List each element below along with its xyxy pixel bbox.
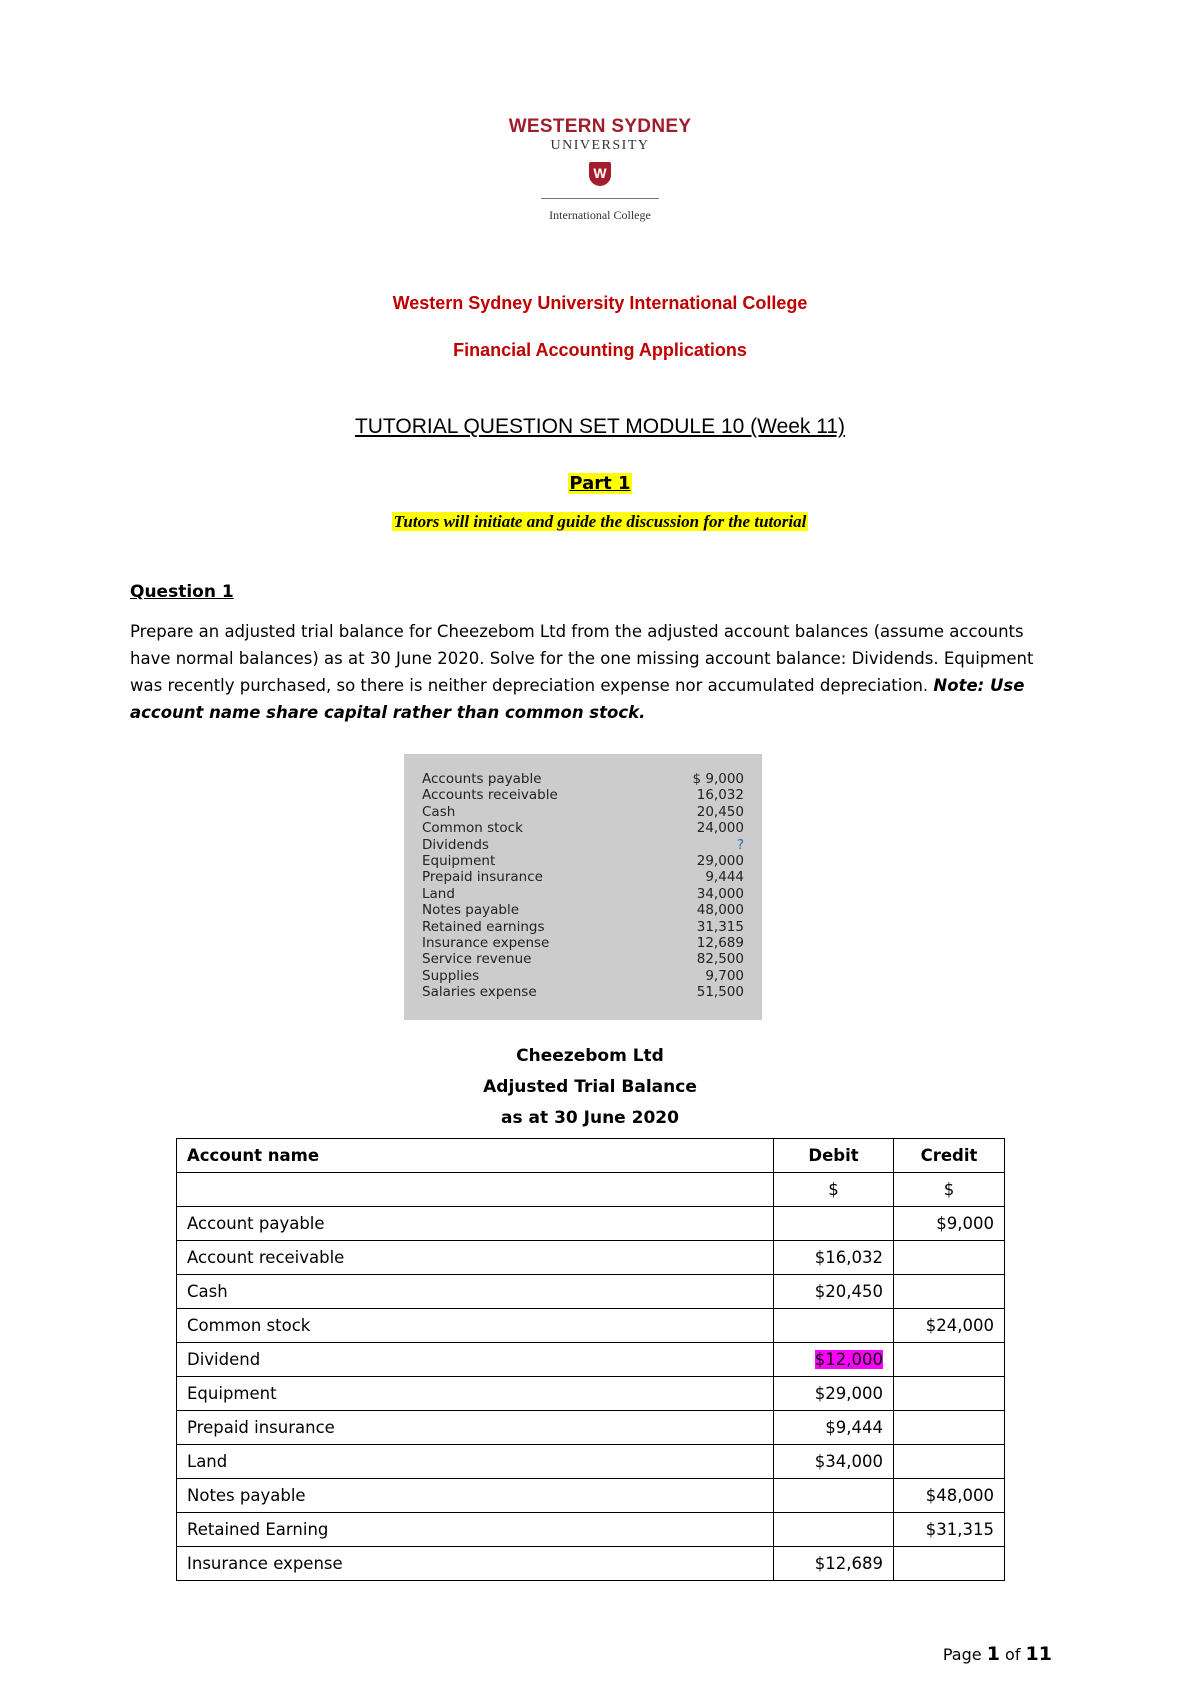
table-row [177,1411,1005,1445]
given-account-name: Common stock [422,820,523,837]
table-row [177,1275,1005,1309]
given-account-amount: $ 9,000 [692,771,744,787]
account-cell: Notes payable [177,1479,774,1513]
debit-value: $12,689 [814,1554,883,1573]
given-balance-row [422,837,744,854]
given-account-amount: 34,000 [696,885,744,902]
debit-cell [774,1445,894,1479]
given-account-amount: 16,032 [696,787,744,804]
header-debit: Debit [774,1139,894,1173]
given-balance-row [422,935,744,952]
given-balance-row [422,951,744,968]
question-note: Note: Use account name share capital rather than common stock. [130,676,1025,722]
unit-debit: $ [774,1173,894,1207]
given-account-amount: 51,500 [696,984,744,1001]
given-balance-row [422,804,744,821]
table-row [177,1309,1005,1343]
tb-title: Adjusted Trial Balance [483,1077,697,1097]
given-account-amount: 82,500 [696,951,744,968]
institution-heading: Western Sydney University International College [392,293,808,313]
debit-value: $12,000 [814,1350,883,1369]
given-account-name: Accounts payable [422,771,542,787]
table-row [177,1479,1005,1513]
debit-value: $34,000 [814,1452,883,1471]
given-balance-row [422,820,744,837]
trial-balance-table [176,1138,1005,1581]
logo-brand: WESTERN SYDNEY [508,116,692,137]
given-account-name: Salaries expense [422,984,537,1001]
credit-cell [894,1275,1005,1309]
account-cell: Prepaid insurance [177,1411,774,1445]
given-balances-box [404,754,762,1020]
given-account-amount: ? [736,836,744,853]
credit-cell [894,1377,1005,1411]
given-balance-row [422,968,744,985]
debit-cell [774,1411,894,1445]
given-account-name: Land [422,885,455,902]
account-cell: Dividend [177,1343,774,1377]
account-cell: Retained Earning [177,1513,774,1547]
credit-cell [894,1411,1005,1445]
given-account-amount: 9,700 [705,967,744,984]
unit-credit: $ [894,1173,1005,1207]
page-total: 11 [1025,1643,1052,1665]
given-account-amount: 31,315 [696,918,744,935]
debit-cell [774,1275,894,1309]
given-account-amount: 20,450 [696,803,744,820]
table-row [177,1377,1005,1411]
account-cell: Land [177,1445,774,1479]
given-account-name: Retained earnings [422,918,545,935]
debit-cell [774,1207,894,1241]
tb-company: Cheezebom Ltd [516,1046,664,1066]
credit-cell: $48,000 [894,1479,1005,1513]
table-row [177,1547,1005,1581]
given-account-name: Dividends [422,836,489,853]
debit-value: $29,000 [814,1384,883,1403]
debit-cell [774,1377,894,1411]
credit-cell [894,1547,1005,1581]
page-number: 1 [986,1643,1000,1665]
given-account-amount: 12,689 [696,935,744,951]
account-cell: Insurance expense [177,1547,774,1581]
credit-cell: $24,000 [894,1309,1005,1343]
given-account-amount: 24,000 [696,820,744,837]
given-account-amount: 48,000 [696,902,744,919]
part-label-wrap [0,473,1200,494]
given-account-name: Service revenue [422,951,532,968]
table-row [177,1241,1005,1275]
account-cell: Equipment [177,1377,774,1411]
logo-sub: UNIVERSITY [550,138,650,153]
given-account-name: Equipment [422,853,496,869]
question-heading: Question 1 [130,582,234,602]
credit-cell [894,1241,1005,1275]
given-balance-row [422,984,744,1001]
given-balance-row [422,853,744,870]
credit-cell: $9,000 [894,1207,1005,1241]
debit-cell [774,1547,894,1581]
page-title: TUTORIAL QUESTION SET MODULE 10 (Week 11) [354,415,846,438]
debit-cell [774,1479,894,1513]
given-account-name: Supplies [422,967,480,984]
question-text [130,618,1050,726]
account-cell: Common stock [177,1309,774,1343]
given-account-amount: 29,000 [696,853,744,869]
part-label: Part 1 [569,473,631,494]
account-cell: Cash [177,1275,774,1309]
shield-icon: W [589,162,611,186]
logo-college: International College [549,208,651,222]
debit-cell [774,1513,894,1547]
page-footer [943,1643,1052,1665]
header-credit: Credit [894,1139,1005,1173]
debit-value: $20,450 [814,1282,883,1301]
table-unit-row [177,1173,1005,1207]
tb-date: as at 30 June 2020 [501,1108,679,1128]
table-row [177,1343,1005,1377]
table-header-row [177,1139,1005,1173]
given-account-name: Prepaid insurance [422,869,543,886]
tutors-note-wrap [0,512,1200,532]
given-balance-row [422,919,744,936]
of-word: of [1005,1645,1021,1664]
debit-value: $16,032 [814,1248,883,1267]
table-row [177,1207,1005,1241]
given-balance-row [422,869,744,886]
course-heading: Financial Accounting Applications [453,340,747,360]
credit-cell [894,1343,1005,1377]
question-body: Prepare an adjusted trial balance for Cheezebom Ltd from the adjusted account balances (assume accounts have normal balances) as at 30 June 2020. Solve for the one missing account balance: Dividends. Equipment was recently purchased, so there is neither depreciation expense nor accumulated depreciation. [130,622,1034,695]
credit-cell: $31,315 [894,1513,1005,1547]
credit-cell [894,1445,1005,1479]
university-logo [480,116,720,223]
given-account-name: Cash [422,803,456,820]
given-balance-row [422,787,744,804]
given-balance-row [422,886,744,903]
account-cell: Account receivable [177,1241,774,1275]
debit-cell [774,1241,894,1275]
given-account-name: Accounts receivable [422,787,558,804]
given-account-name: Notes payable [422,902,520,919]
given-account-amount: 9,444 [705,869,744,886]
table-row [177,1445,1005,1479]
debit-cell [774,1309,894,1343]
account-cell: Account payable [177,1207,774,1241]
given-balance-row [422,771,744,788]
table-row [177,1513,1005,1547]
tutors-note: Tutors will initiate and guide the discussion for the tutorial [393,512,807,531]
given-account-name: Insurance expense [422,935,550,951]
given-balance-row [422,902,744,919]
page-word: Page [942,1645,982,1664]
debit-value: $9,444 [825,1418,883,1437]
header-account: Account name [177,1139,774,1173]
unit-account [177,1173,774,1207]
debit-cell [774,1343,894,1377]
logo-divider [541,198,659,199]
